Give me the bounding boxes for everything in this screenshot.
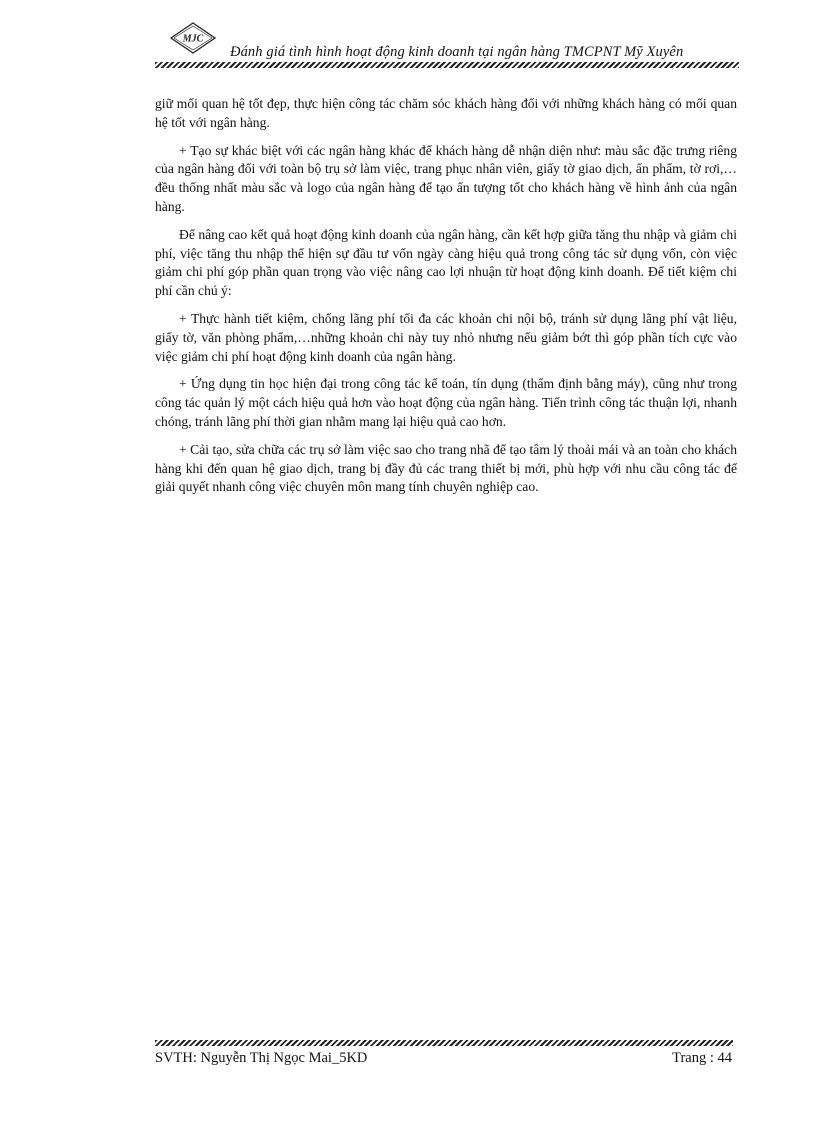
- bank-logo-icon: [170, 22, 216, 54]
- footer-page-number: Trang : 44: [672, 1050, 732, 1066]
- footer-author: SVTH: Nguyễn Thị Ngọc Mai_5KD: [155, 1050, 368, 1066]
- paragraph-5: + Ứng dụng tin học hiện đại trong công tác kế toán, tín dụng (thẩm định bằng máy), cũng như trong công tác quản lý một cách hiệu quả hơn vào hoạt động của ngân hàng. Tiến trình công tác thuận lợi, nhanh chóng, tránh lãng phí thời gian nhằm mang lại hiệu quả cao hơn.: [155, 376, 737, 429]
- page-header-title: Đánh giá tình hình hoạt động kinh doanh tại ngân hàng TMCPNT Mỹ Xuyên: [230, 44, 684, 60]
- page-header: [150, 20, 742, 68]
- logo-text: MJC: [182, 33, 204, 45]
- paragraph-4: + Thực hành tiết kiệm, chống lãng phí tối đa các khoản chi nội bộ, tránh sử dụng lãng phí vật liệu, giấy tờ, văn phòng phẩm,…những khoản chi này tuy nhỏ nhưng nếu giảm bớt thì góp phần tích cực vào việc giảm chi phí hoạt động kinh doanh của ngân hàng.: [155, 310, 737, 364]
- paragraph-1: giữ mối quan hệ tốt đẹp, thực hiện công tác chăm sóc khách hàng đối với những khách hàng có mối quan hệ tốt với ngân hàng.: [155, 96, 737, 130]
- paragraph-6: + Cải tạo, sửa chữa các trụ sở làm việc sao cho trang nhã để tạo tâm lý thoải mái và an toàn cho khách hàng khi đến quan hệ giao dịch, trang bị đầy đủ các trang thiết bị mới, phù hợp với nhu cầu công tác để giải quyết nhanh công việc chuyên môn mang tính chuyên nghiệp cao.: [155, 441, 737, 495]
- body-text: [155, 95, 737, 506]
- header-divider: [155, 62, 739, 68]
- paragraph-2: + Tạo sự khác biệt với các ngân hàng khác để khách hàng dễ nhận diện như: màu sắc đặc trưng riêng của ngân hàng đối với toàn bộ trụ sở làm việc, trang phục nhân viên, giấy tờ giao dịch, ấn phẩm, tờ rơi,…đều thống nhất màu sắc và logo của ngân hàng để tạo ấn tượng tốt cho khách hàng về hình ảnh của ngân hàng.: [155, 142, 737, 214]
- footer-divider: [155, 1040, 733, 1046]
- paragraph-3: Để nâng cao kết quả hoạt động kinh doanh của ngân hàng, cần kết hợp giữa tăng thu nhập và giảm chi phí, việc tăng thu nhập thể hiện sự đầu tư vốn ngày càng hiệu quả trong công tác sử dụng vốn, còn việc giảm chi phí góp phần quan trọng vào việc nâng cao lợi nhuận từ hoạt động kinh doanh. Để tiết kiệm chi phí cần chú ý:: [155, 226, 737, 299]
